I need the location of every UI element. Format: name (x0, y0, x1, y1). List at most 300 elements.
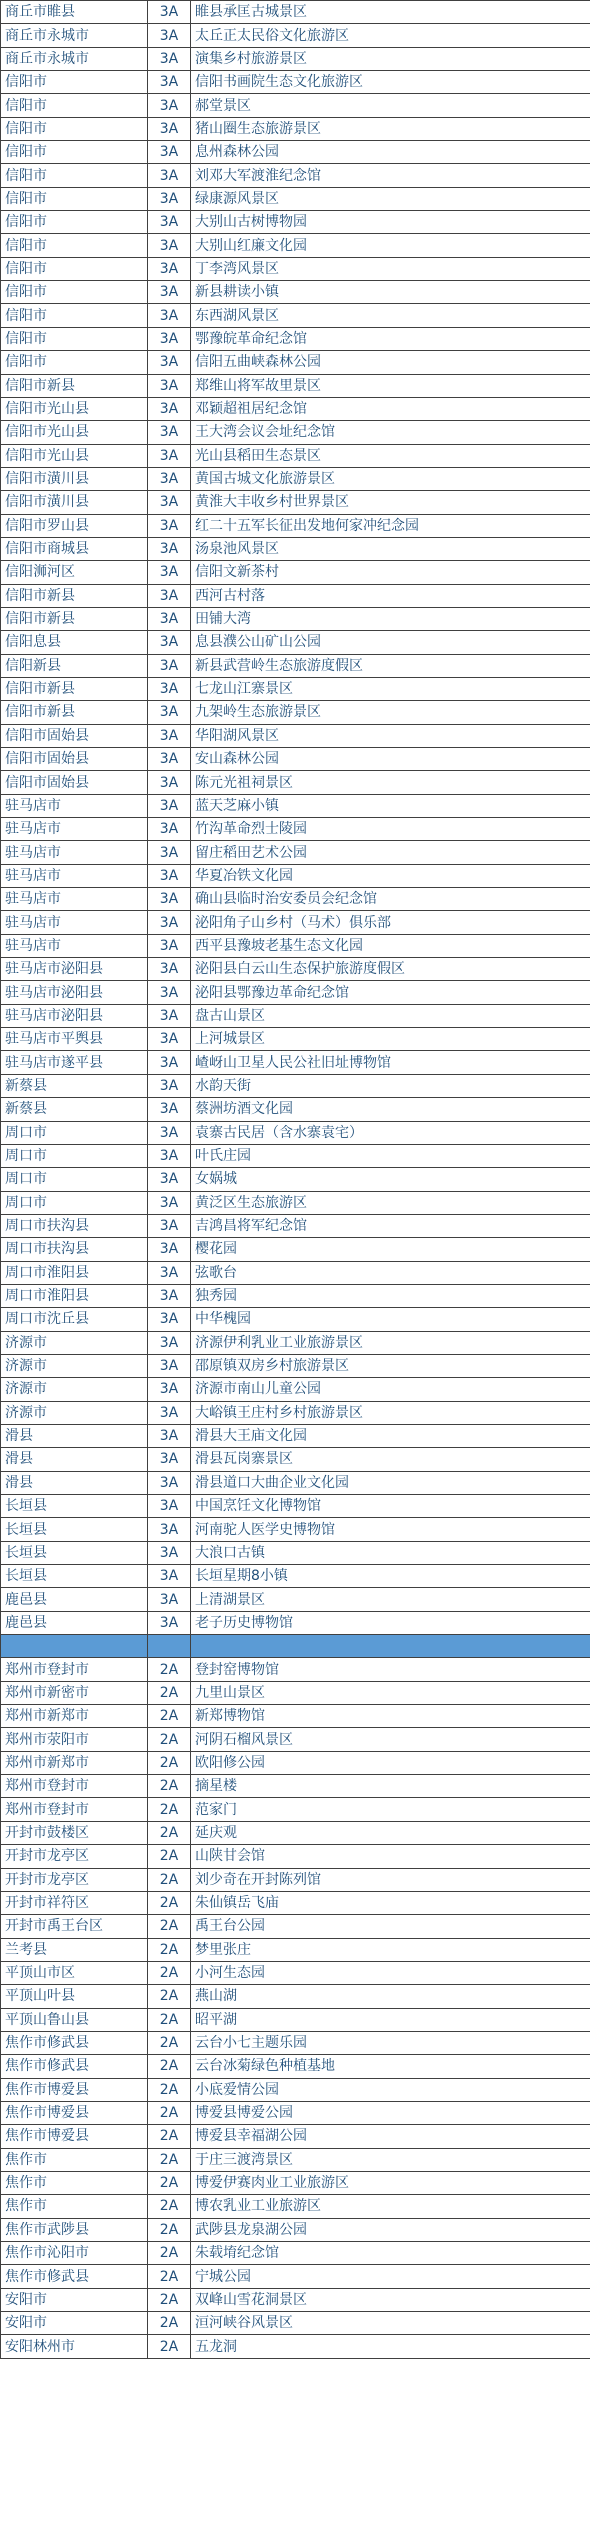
grade-cell[interactable]: 3A (148, 1308, 191, 1331)
region-cell[interactable]: 平顶山市区 (1, 1961, 148, 1984)
scenic-name-cell[interactable]: 樱花园 (191, 1238, 590, 1261)
grade-cell[interactable]: 3A (148, 1098, 191, 1121)
scenic-name-cell[interactable]: 绿康源风景区 (191, 187, 590, 210)
grade-cell[interactable]: 3A (148, 514, 191, 537)
scenic-name-cell[interactable]: 朱载堉纪念馆 (191, 2242, 590, 2265)
region-cell[interactable]: 焦作市修武县 (1, 2055, 148, 2078)
region-cell[interactable]: 新蔡县 (1, 1074, 148, 1097)
region-cell[interactable]: 驻马店市 (1, 934, 148, 957)
region-cell[interactable]: 滑县 (1, 1471, 148, 1494)
region-cell[interactable]: 鹿邑县 (1, 1611, 148, 1634)
scenic-name-cell[interactable]: 博爱县幸福湖公园 (191, 2125, 590, 2148)
scenic-name-cell[interactable]: 泌阳县鄂豫边革命纪念馆 (191, 981, 590, 1004)
grade-cell[interactable]: 2A (148, 2078, 191, 2101)
region-cell[interactable]: 焦作市博爱县 (1, 2078, 148, 2101)
grade-cell[interactable]: 2A (148, 1845, 191, 1868)
scenic-name-cell[interactable]: 大峪镇王庄村乡村旅游景区 (191, 1401, 590, 1424)
scenic-name-cell[interactable]: 确山县临时治安委员会纪念馆 (191, 888, 590, 911)
grade-cell[interactable]: 3A (148, 1541, 191, 1564)
grade-cell[interactable]: 2A (148, 2055, 191, 2078)
scenic-name-cell[interactable]: 新县武营岭生态旅游度假区 (191, 654, 590, 677)
grade-cell[interactable]: 3A (148, 1284, 191, 1307)
grade-cell[interactable]: 3A (148, 1191, 191, 1214)
scenic-name-cell[interactable]: 云台小七主题乐园 (191, 2031, 590, 2054)
grade-cell[interactable]: 2A (148, 1658, 191, 1681)
scenic-name-cell[interactable]: 博爱伊赛肉业工业旅游区 (191, 2171, 590, 2194)
region-cell[interactable]: 周口市沈丘县 (1, 1308, 148, 1331)
grade-cell[interactable]: 3A (148, 561, 191, 584)
grade-cell[interactable]: 2A (148, 2218, 191, 2241)
scenic-name-cell[interactable]: 武陟县龙泉湖公园 (191, 2218, 590, 2241)
scenic-name-cell[interactable]: 河阴石榴风景区 (191, 1728, 590, 1751)
region-cell[interactable]: 周口市 (1, 1144, 148, 1167)
grade-cell[interactable]: 3A (148, 1, 191, 24)
scenic-name-cell[interactable]: 独秀园 (191, 1284, 590, 1307)
grade-cell[interactable]: 2A (148, 1705, 191, 1728)
scenic-name-cell[interactable]: 上清湖景区 (191, 1588, 590, 1611)
scenic-name-cell[interactable]: 滑县大王庙文化园 (191, 1424, 590, 1447)
region-cell[interactable]: 驻马店市泌阳县 (1, 958, 148, 981)
grade-cell[interactable]: 3A (148, 1565, 191, 1588)
grade-cell[interactable]: 3A (148, 607, 191, 630)
region-cell[interactable]: 驻马店市泌阳县 (1, 1004, 148, 1027)
scenic-name-cell[interactable]: 水韵天街 (191, 1074, 590, 1097)
grade-cell[interactable]: 3A (148, 748, 191, 771)
grade-cell[interactable]: 3A (148, 771, 191, 794)
grade-cell[interactable]: 2A (148, 2265, 191, 2288)
grade-cell[interactable]: 3A (148, 958, 191, 981)
grade-cell[interactable]: 3A (148, 1354, 191, 1377)
grade-cell[interactable]: 3A (148, 1051, 191, 1074)
grade-cell[interactable]: 3A (148, 234, 191, 257)
grade-cell[interactable]: 3A (148, 981, 191, 1004)
scenic-name-cell[interactable]: 新县耕读小镇 (191, 281, 590, 304)
scenic-name-cell[interactable]: 延庆观 (191, 1821, 590, 1844)
region-cell[interactable]: 信阳新县 (1, 654, 148, 677)
region-cell[interactable]: 济源市 (1, 1401, 148, 1424)
scenic-name-cell[interactable]: 济源市南山儿童公园 (191, 1378, 590, 1401)
region-cell[interactable]: 周口市淮阳县 (1, 1261, 148, 1284)
grade-cell[interactable]: 2A (148, 1728, 191, 1751)
scenic-name-cell[interactable]: 梦里张庄 (191, 1938, 590, 1961)
region-cell[interactable]: 焦作市 (1, 2195, 148, 2218)
grade-cell[interactable]: 3A (148, 1588, 191, 1611)
region-cell[interactable]: 信阳市 (1, 141, 148, 164)
scenic-name-cell[interactable]: 东西湖风景区 (191, 304, 590, 327)
scenic-name-cell[interactable]: 息县濮公山矿山公园 (191, 631, 590, 654)
grade-cell[interactable]: 2A (148, 1821, 191, 1844)
region-cell[interactable]: 郑州市新密市 (1, 1681, 148, 1704)
scenic-name-cell[interactable]: 红二十五军长征出发地何家冲纪念园 (191, 514, 590, 537)
scenic-name-cell[interactable]: 登封窑博物馆 (191, 1658, 590, 1681)
region-cell[interactable]: 郑州市登封市 (1, 1775, 148, 1798)
region-cell[interactable]: 信阳市潢川县 (1, 491, 148, 514)
region-cell[interactable]: 信阳市 (1, 351, 148, 374)
grade-cell[interactable]: 2A (148, 2242, 191, 2265)
region-cell[interactable]: 信阳市 (1, 71, 148, 94)
scenic-name-cell[interactable]: 老子历史博物馆 (191, 1611, 590, 1634)
grade-cell[interactable]: 3A (148, 491, 191, 514)
region-cell[interactable]: 信阳市 (1, 117, 148, 140)
region-cell[interactable]: 焦作市 (1, 2171, 148, 2194)
scenic-name-cell[interactable]: 于庄三渡湾景区 (191, 2148, 590, 2171)
scenic-name-cell[interactable]: 安山森林公园 (191, 748, 590, 771)
grade-cell[interactable]: 2A (148, 1891, 191, 1914)
scenic-name-cell[interactable]: 华阳湖风景区 (191, 724, 590, 747)
scenic-name-cell[interactable]: 泌阳县白云山生态保护旅游度假区 (191, 958, 590, 981)
region-cell[interactable]: 信阳市 (1, 281, 148, 304)
grade-cell[interactable]: 3A (148, 537, 191, 560)
region-cell[interactable]: 开封市鼓楼区 (1, 1821, 148, 1844)
grade-cell[interactable]: 3A (148, 1378, 191, 1401)
region-cell[interactable]: 信阳市固始县 (1, 748, 148, 771)
scenic-name-cell[interactable]: 摘星楼 (191, 1775, 590, 1798)
region-cell[interactable]: 驻马店市遂平县 (1, 1051, 148, 1074)
region-cell[interactable]: 长垣县 (1, 1495, 148, 1518)
grade-cell[interactable]: 3A (148, 397, 191, 420)
region-cell[interactable]: 信阳市 (1, 187, 148, 210)
region-cell[interactable]: 郑州市荥阳市 (1, 1728, 148, 1751)
scenic-name-cell[interactable]: 五龙洞 (191, 2335, 590, 2358)
scenic-name-cell[interactable]: 女娲城 (191, 1168, 590, 1191)
scenic-name-cell[interactable]: 大别山红廉文化园 (191, 234, 590, 257)
grade-cell[interactable]: 2A (148, 2171, 191, 2194)
region-cell[interactable]: 驻马店市 (1, 911, 148, 934)
region-cell[interactable]: 信阳市 (1, 94, 148, 117)
region-cell[interactable]: 长垣县 (1, 1541, 148, 1564)
grade-cell[interactable]: 2A (148, 1798, 191, 1821)
grade-cell[interactable]: 2A (148, 2312, 191, 2335)
grade-cell[interactable]: 3A (148, 794, 191, 817)
scenic-name-cell[interactable]: 洹河峡谷风景区 (191, 2312, 590, 2335)
scenic-name-cell[interactable]: 鄂豫皖革命纪念馆 (191, 327, 590, 350)
region-cell[interactable]: 信阳市 (1, 257, 148, 280)
grade-cell[interactable]: 3A (148, 1424, 191, 1447)
region-cell[interactable]: 驻马店市 (1, 818, 148, 841)
scenic-name-cell[interactable]: 留庄稻田艺术公园 (191, 841, 590, 864)
grade-cell[interactable]: 3A (148, 1448, 191, 1471)
region-cell[interactable]: 开封市禹王台区 (1, 1915, 148, 1938)
grade-cell[interactable]: 3A (148, 818, 191, 841)
scenic-name-cell[interactable]: 泌阳角子山乡村（马术）俱乐部 (191, 911, 590, 934)
region-cell[interactable]: 郑州市登封市 (1, 1798, 148, 1821)
grade-cell[interactable]: 2A (148, 1681, 191, 1704)
grade-cell[interactable]: 3A (148, 374, 191, 397)
region-cell[interactable]: 驻马店市 (1, 864, 148, 887)
grade-cell[interactable]: 3A (148, 24, 191, 47)
grade-cell[interactable]: 2A (148, 1985, 191, 2008)
grade-cell[interactable]: 3A (148, 934, 191, 957)
scenic-name-cell[interactable]: 济源伊利乳业工业旅游景区 (191, 1331, 590, 1354)
region-cell[interactable]: 安阳林州市 (1, 2335, 148, 2358)
region-cell[interactable]: 焦作市博爱县 (1, 2101, 148, 2124)
region-cell[interactable]: 信阳市新县 (1, 701, 148, 724)
scenic-name-cell[interactable]: 大浪口古镇 (191, 1541, 590, 1564)
scenic-name-cell[interactable]: 光山县稻田生态景区 (191, 444, 590, 467)
scenic-name-cell[interactable]: 滑县道口大曲企业文化园 (191, 1471, 590, 1494)
scenic-name-cell[interactable]: 博农乳业工业旅游区 (191, 2195, 590, 2218)
region-cell[interactable]: 信阳市光山县 (1, 421, 148, 444)
scenic-name-cell[interactable]: 燕山湖 (191, 1985, 590, 2008)
region-cell[interactable]: 郑州市登封市 (1, 1658, 148, 1681)
region-cell[interactable]: 焦作市武陟县 (1, 2218, 148, 2241)
grade-cell[interactable]: 3A (148, 1004, 191, 1027)
scenic-name-cell[interactable]: 上河城景区 (191, 1028, 590, 1051)
grade-cell[interactable]: 3A (148, 654, 191, 677)
region-cell[interactable]: 开封市龙亭区 (1, 1868, 148, 1891)
grade-cell[interactable]: 3A (148, 304, 191, 327)
region-cell[interactable]: 长垣县 (1, 1518, 148, 1541)
grade-cell[interactable]: 2A (148, 1868, 191, 1891)
grade-cell[interactable]: 2A (148, 1938, 191, 1961)
scenic-name-cell[interactable]: 嵖岈山卫星人民公社旧址博物馆 (191, 1051, 590, 1074)
grade-cell[interactable]: 3A (148, 164, 191, 187)
scenic-name-cell[interactable]: 黄国古城文化旅游景区 (191, 467, 590, 490)
grade-cell[interactable]: 3A (148, 1471, 191, 1494)
grade-cell[interactable]: 3A (148, 117, 191, 140)
region-cell[interactable]: 信阳市 (1, 304, 148, 327)
grade-cell[interactable]: 2A (148, 2031, 191, 2054)
grade-cell[interactable]: 3A (148, 631, 191, 654)
scenic-name-cell[interactable]: 息州森林公园 (191, 141, 590, 164)
grade-cell[interactable]: 2A (148, 2195, 191, 2218)
region-cell[interactable]: 济源市 (1, 1354, 148, 1377)
grade-cell[interactable]: 3A (148, 421, 191, 444)
region-cell[interactable]: 驻马店市 (1, 841, 148, 864)
region-cell[interactable]: 开封市龙亭区 (1, 1845, 148, 1868)
region-cell[interactable]: 新蔡县 (1, 1098, 148, 1121)
grade-cell[interactable]: 3A (148, 841, 191, 864)
scenic-name-cell[interactable]: 新郑博物馆 (191, 1705, 590, 1728)
grade-cell[interactable]: 3A (148, 1028, 191, 1051)
grade-cell[interactable]: 3A (148, 864, 191, 887)
scenic-name-cell[interactable]: 竹沟革命烈士陵园 (191, 818, 590, 841)
grade-cell[interactable]: 3A (148, 71, 191, 94)
grade-cell[interactable]: 3A (148, 1611, 191, 1634)
scenic-name-cell[interactable]: 刘邓大军渡淮纪念馆 (191, 164, 590, 187)
region-cell[interactable]: 焦作市沁阳市 (1, 2242, 148, 2265)
scenic-name-cell[interactable]: 田铺大湾 (191, 607, 590, 630)
scenic-name-cell[interactable]: 睢县承匡古城景区 (191, 1, 590, 24)
region-cell[interactable]: 信阳息县 (1, 631, 148, 654)
scenic-name-cell[interactable]: 大别山古树博物园 (191, 211, 590, 234)
scenic-name-cell[interactable]: 黄泛区生态旅游区 (191, 1191, 590, 1214)
grade-cell[interactable]: 2A (148, 1961, 191, 1984)
region-cell[interactable]: 商丘市永城市 (1, 47, 148, 70)
region-cell[interactable]: 兰考县 (1, 1938, 148, 1961)
grade-cell[interactable]: 3A (148, 1518, 191, 1541)
scenic-name-cell[interactable]: 山陕甘会馆 (191, 1845, 590, 1868)
region-cell[interactable]: 信阳市 (1, 164, 148, 187)
grade-cell[interactable]: 3A (148, 257, 191, 280)
scenic-name-cell[interactable]: 刘少奇在开封陈列馆 (191, 1868, 590, 1891)
grade-cell[interactable]: 2A (148, 2101, 191, 2124)
grade-cell[interactable]: 2A (148, 2288, 191, 2311)
region-cell[interactable]: 周口市淮阳县 (1, 1284, 148, 1307)
region-cell[interactable]: 信阳市光山县 (1, 397, 148, 420)
scenic-name-cell[interactable]: 九里山景区 (191, 1681, 590, 1704)
grade-cell[interactable]: 3A (148, 211, 191, 234)
grade-cell[interactable]: 3A (148, 47, 191, 70)
region-cell[interactable]: 信阳市商城县 (1, 537, 148, 560)
scenic-name-cell[interactable]: 河南驼人医学史博物馆 (191, 1518, 590, 1541)
scenic-name-cell[interactable]: 中国烹饪文化博物馆 (191, 1495, 590, 1518)
grade-cell[interactable]: 3A (148, 351, 191, 374)
region-cell[interactable]: 周口市 (1, 1191, 148, 1214)
scenic-name-cell[interactable]: 邵原镇双房乡村旅游景区 (191, 1354, 590, 1377)
scenic-name-cell[interactable]: 汤泉池风景区 (191, 537, 590, 560)
grade-cell[interactable]: 3A (148, 141, 191, 164)
region-cell[interactable]: 周口市 (1, 1121, 148, 1144)
region-cell[interactable]: 济源市 (1, 1378, 148, 1401)
region-cell[interactable]: 信阳市新县 (1, 374, 148, 397)
scenic-name-cell[interactable]: 华夏冶铁文化园 (191, 864, 590, 887)
grade-cell[interactable]: 2A (148, 1915, 191, 1938)
scenic-name-cell[interactable]: 郝堂景区 (191, 94, 590, 117)
scenic-name-cell[interactable]: 蓝天芝麻小镇 (191, 794, 590, 817)
grade-cell[interactable]: 3A (148, 94, 191, 117)
grade-cell[interactable]: 3A (148, 1168, 191, 1191)
scenic-name-cell[interactable]: 昭平湖 (191, 2008, 590, 2031)
region-cell[interactable]: 驻马店市 (1, 794, 148, 817)
scenic-name-cell[interactable]: 小河生态园 (191, 1961, 590, 1984)
region-cell[interactable]: 信阳市罗山县 (1, 514, 148, 537)
region-cell[interactable]: 信阳市 (1, 211, 148, 234)
scenic-name-cell[interactable]: 王大湾会议会址纪念馆 (191, 421, 590, 444)
grade-cell[interactable]: 3A (148, 1261, 191, 1284)
region-cell[interactable]: 焦作市 (1, 2148, 148, 2171)
region-cell[interactable]: 信阳市光山县 (1, 444, 148, 467)
region-cell[interactable]: 周口市扶沟县 (1, 1214, 148, 1237)
region-cell[interactable]: 平顶山叶县 (1, 1985, 148, 2008)
scenic-name-cell[interactable]: 七龙山江寨景区 (191, 677, 590, 700)
grade-cell[interactable]: 3A (148, 1074, 191, 1097)
grade-cell[interactable]: 3A (148, 1144, 191, 1167)
scenic-name-cell[interactable]: 禹王台公园 (191, 1915, 590, 1938)
region-cell[interactable]: 商丘市永城市 (1, 24, 148, 47)
region-cell[interactable]: 滑县 (1, 1424, 148, 1447)
scenic-name-cell[interactable]: 丁李湾风景区 (191, 257, 590, 280)
scenic-name-cell[interactable]: 信阳五曲峡森林公园 (191, 351, 590, 374)
region-cell[interactable]: 信阳市新县 (1, 584, 148, 607)
scenic-name-cell[interactable]: 盘古山景区 (191, 1004, 590, 1027)
scenic-name-cell[interactable]: 信阳书画院生态文化旅游区 (191, 71, 590, 94)
region-cell[interactable]: 济源市 (1, 1331, 148, 1354)
scenic-name-cell[interactable]: 云台冰菊绿色种植基地 (191, 2055, 590, 2078)
grade-cell[interactable]: 3A (148, 701, 191, 724)
scenic-name-cell[interactable]: 西平县豫坡老基生态文化园 (191, 934, 590, 957)
region-cell[interactable]: 信阳市潢川县 (1, 467, 148, 490)
scenic-name-cell[interactable]: 叶氏庄园 (191, 1144, 590, 1167)
region-cell[interactable]: 信阳市 (1, 327, 148, 350)
scenic-name-cell[interactable]: 太丘正太民俗文化旅游区 (191, 24, 590, 47)
region-cell[interactable]: 安阳市 (1, 2288, 148, 2311)
scenic-name-cell[interactable]: 郑维山将军故里景区 (191, 374, 590, 397)
grade-cell[interactable]: 3A (148, 677, 191, 700)
region-cell[interactable]: 驻马店市平舆县 (1, 1028, 148, 1051)
region-cell[interactable]: 鹿邑县 (1, 1588, 148, 1611)
grade-cell[interactable]: 3A (148, 1238, 191, 1261)
grade-cell[interactable]: 3A (148, 467, 191, 490)
region-cell[interactable]: 信阳市新县 (1, 607, 148, 630)
scenic-name-cell[interactable]: 袁寨古民居（含水寨袁宅） (191, 1121, 590, 1144)
region-cell[interactable]: 平顶山鲁山县 (1, 2008, 148, 2031)
scenic-name-cell[interactable]: 宁城公园 (191, 2265, 590, 2288)
scenic-name-cell[interactable]: 弦歌台 (191, 1261, 590, 1284)
grade-cell[interactable]: 3A (148, 187, 191, 210)
grade-cell[interactable]: 2A (148, 1775, 191, 1798)
scenic-name-cell[interactable]: 吉鸿昌将军纪念馆 (191, 1214, 590, 1237)
scenic-name-cell[interactable]: 长垣星期8小镇 (191, 1565, 590, 1588)
grade-cell[interactable]: 2A (148, 1751, 191, 1774)
scenic-name-cell[interactable]: 博爱县博爱公园 (191, 2101, 590, 2124)
scenic-name-cell[interactable]: 双峰山雪花洞景区 (191, 2288, 590, 2311)
region-cell[interactable]: 周口市扶沟县 (1, 1238, 148, 1261)
grade-cell[interactable]: 3A (148, 724, 191, 747)
grade-cell[interactable]: 3A (148, 281, 191, 304)
scenic-name-cell[interactable]: 朱仙镇岳飞庙 (191, 1891, 590, 1914)
region-cell[interactable]: 驻马店市泌阳县 (1, 981, 148, 1004)
region-cell[interactable]: 郑州市新郑市 (1, 1751, 148, 1774)
region-cell[interactable]: 焦作市修武县 (1, 2031, 148, 2054)
grade-cell[interactable]: 3A (148, 444, 191, 467)
scenic-name-cell[interactable]: 信阳文新茶村 (191, 561, 590, 584)
scenic-name-cell[interactable]: 蔡洲坊酒文化园 (191, 1098, 590, 1121)
region-cell[interactable]: 郑州市新郑市 (1, 1705, 148, 1728)
grade-cell[interactable]: 2A (148, 2335, 191, 2358)
scenic-name-cell[interactable]: 黄淮大丰收乡村世界景区 (191, 491, 590, 514)
region-cell[interactable]: 开封市祥符区 (1, 1891, 148, 1914)
grade-cell[interactable]: 3A (148, 911, 191, 934)
grade-cell[interactable]: 3A (148, 1331, 191, 1354)
region-cell[interactable]: 长垣县 (1, 1565, 148, 1588)
grade-cell[interactable]: 2A (148, 2125, 191, 2148)
region-cell[interactable]: 驻马店市 (1, 888, 148, 911)
scenic-name-cell[interactable]: 滑县瓦岗寨景区 (191, 1448, 590, 1471)
region-cell[interactable]: 信阳市固始县 (1, 771, 148, 794)
grade-cell[interactable]: 2A (148, 2148, 191, 2171)
region-cell[interactable]: 信阳市新县 (1, 677, 148, 700)
scenic-name-cell[interactable]: 范家门 (191, 1798, 590, 1821)
scenic-name-cell[interactable]: 小底爱情公园 (191, 2078, 590, 2101)
grade-cell[interactable]: 2A (148, 2008, 191, 2031)
scenic-name-cell[interactable]: 西河古村落 (191, 584, 590, 607)
region-cell[interactable]: 安阳市 (1, 2312, 148, 2335)
grade-cell[interactable]: 3A (148, 1214, 191, 1237)
scenic-name-cell[interactable]: 陈元光祖祠景区 (191, 771, 590, 794)
scenic-name-cell[interactable]: 演集乡村旅游景区 (191, 47, 590, 70)
scenic-name-cell[interactable]: 猪山圈生态旅游景区 (191, 117, 590, 140)
region-cell[interactable]: 信阳市固始县 (1, 724, 148, 747)
scenic-name-cell[interactable]: 中华槐园 (191, 1308, 590, 1331)
grade-cell[interactable]: 3A (148, 1121, 191, 1144)
region-cell[interactable]: 商丘市睢县 (1, 1, 148, 24)
scenic-name-cell[interactable]: 邓颖超祖居纪念馆 (191, 397, 590, 420)
scenic-name-cell[interactable]: 九架岭生态旅游景区 (191, 701, 590, 724)
region-cell[interactable]: 焦作市博爱县 (1, 2125, 148, 2148)
region-cell[interactable]: 信阳市 (1, 234, 148, 257)
region-cell[interactable]: 周口市 (1, 1168, 148, 1191)
grade-cell[interactable]: 3A (148, 1495, 191, 1518)
scenic-name-cell[interactable]: 欧阳修公园 (191, 1751, 590, 1774)
grade-cell[interactable]: 3A (148, 888, 191, 911)
region-cell[interactable]: 信阳浉河区 (1, 561, 148, 584)
region-cell[interactable]: 滑县 (1, 1448, 148, 1471)
grade-cell[interactable]: 3A (148, 584, 191, 607)
grade-cell[interactable]: 3A (148, 1401, 191, 1424)
region-cell[interactable]: 焦作市修武县 (1, 2265, 148, 2288)
grade-cell[interactable]: 3A (148, 327, 191, 350)
